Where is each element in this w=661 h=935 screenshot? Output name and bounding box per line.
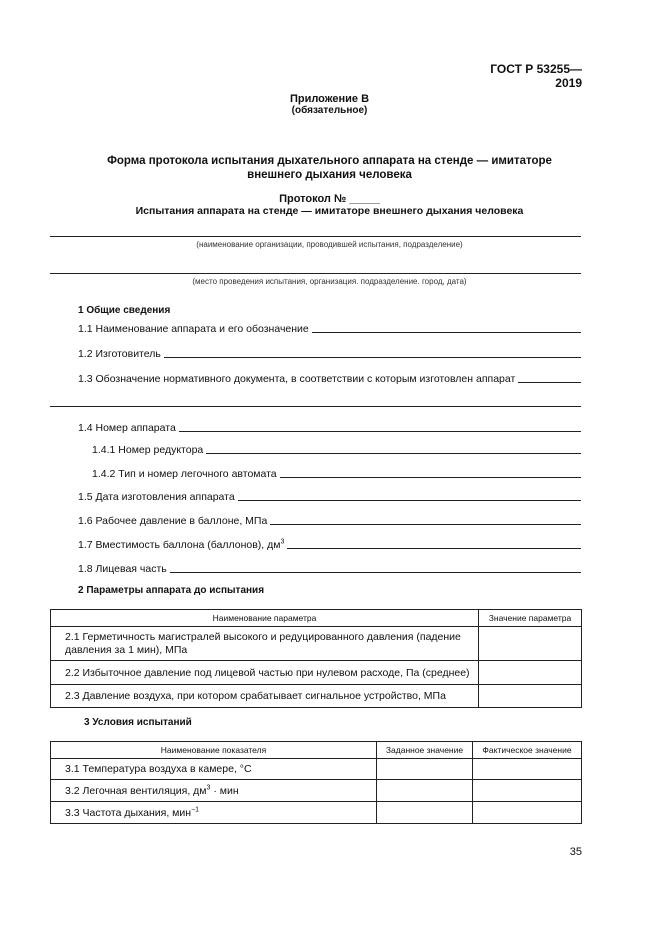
table-row (51, 627, 582, 661)
table-header-row (51, 610, 582, 627)
cond-3-2-text: 3.2 Легочная вентиляция, дм (65, 784, 207, 797)
param-2-3-name: 2.3 Давление воздуха, при котором срабатывает сигнальное устройство, МПа (51, 685, 479, 708)
field-1-5-label: 1.5 Дата изготовления аппарата (78, 491, 235, 503)
field-1-7-sup: 3 (280, 538, 285, 546)
field-1-1-label: 1.1 Наименование аппарата и его обозначение (78, 323, 309, 335)
field-1-4[interactable] (78, 421, 581, 434)
cond-3-2-set[interactable] (377, 780, 473, 802)
place-line[interactable] (50, 273, 581, 274)
field-1-3-line[interactable] (518, 372, 581, 383)
section-3-title: 3 Условия испытаний (84, 717, 192, 728)
table-row (51, 802, 582, 824)
table-row (51, 661, 582, 685)
cond-3-3-set[interactable] (377, 802, 473, 824)
field-1-3-continuation-line[interactable] (50, 406, 581, 407)
table-row (51, 780, 582, 802)
param-2-3-value[interactable] (479, 685, 582, 708)
protocol-subtitle: Испытания аппарата на стенде — имитаторе внешнего дыхания человека (135, 205, 524, 217)
field-1-4-label: 1.4 Номер аппарата (78, 422, 176, 434)
cond-actual-header: Фактическое значение (473, 742, 582, 759)
param-2-2-name: 2.2 Избыточное давление под лицевой частью при нулевом расходе, Па (среднее) (51, 661, 479, 685)
table-row (51, 685, 582, 708)
field-1-4-1-label: 1.4.1 Номер редуктора (92, 444, 204, 456)
page-number: 35 (569, 846, 582, 858)
cond-3-2-sup: 3 (206, 784, 211, 791)
table-row (51, 759, 582, 780)
field-1-4-line[interactable] (179, 421, 581, 432)
section-1-title: 1 Общие сведения (78, 305, 171, 316)
field-1-8-label: 1.8 Лицевая часть (78, 563, 167, 575)
field-1-7-line[interactable] (287, 538, 581, 549)
field-1-4-1[interactable] (92, 443, 581, 456)
cond-3-1-name: 3.1 Температура воздуха в камере, °С (51, 759, 377, 780)
field-1-4-2-label: 1.4.2 Тип и номер легочного автомата (92, 468, 277, 480)
param-name-header: Наименование параметра (51, 610, 479, 627)
protocol-title: Протокол № _____ (279, 193, 380, 205)
field-1-7-text: 1.7 Вместимость баллона (баллонов), дм (78, 539, 281, 551)
cond-3-3-actual[interactable] (473, 802, 582, 824)
field-1-1[interactable] (78, 322, 581, 335)
cond-3-3-name (51, 802, 377, 824)
cond-3-1-actual[interactable] (473, 759, 582, 780)
field-1-5-line[interactable] (238, 490, 581, 501)
field-1-2-label: 1.2 Изготовитель (78, 348, 161, 360)
field-1-4-2[interactable] (92, 467, 581, 480)
param-2-1-name: 2.1 Герметичность магистралей высокого и редуцированного давления (падение давления за 1 мин), МПа (51, 627, 479, 661)
cond-3-2-tail: · мин (210, 784, 239, 797)
param-2-1-value[interactable] (479, 627, 582, 661)
appendix-title: Приложение В (289, 93, 370, 105)
field-1-6-line[interactable] (270, 514, 581, 525)
field-1-2[interactable] (78, 347, 581, 360)
cond-3-3-sup: −1 (191, 806, 200, 813)
field-1-6[interactable] (78, 514, 581, 527)
field-1-6-label: 1.6 Рабочее давление в баллоне, МПа (78, 515, 268, 527)
param-value-header: Значение параметра (479, 610, 582, 627)
section-2-title: 2 Параметры аппарата до испытания (78, 585, 265, 596)
field-1-3[interactable] (78, 372, 581, 385)
cond-3-1-set[interactable] (377, 759, 473, 780)
place-caption: (место проведения испытания, организация. подразделение. город, дата) (192, 277, 467, 286)
org-caption: (наименование организации, проводившей испытания, подразделение) (196, 240, 463, 249)
cond-3-2-name (51, 780, 377, 802)
field-1-7-label (78, 539, 287, 551)
conditions-table (50, 741, 582, 824)
org-line[interactable] (50, 236, 581, 237)
form-title: Форма протокола испытания дыхательного аппарата на стенде — имитаторе внешнего дыхания человека (107, 155, 552, 181)
table-header-row (51, 742, 582, 759)
field-1-3-label: 1.3 Обозначение нормативного документа, в соответствии с которым изготовлен аппарат (78, 373, 516, 385)
field-1-1-line[interactable] (312, 322, 581, 333)
field-1-5[interactable] (78, 490, 581, 503)
parameters-table (50, 609, 582, 708)
field-1-8[interactable] (78, 562, 581, 575)
cond-name-header: Наименование показателя (51, 742, 377, 759)
field-1-4-2-line[interactable] (280, 467, 581, 478)
appendix-subtitle: (обязательное) (291, 105, 368, 116)
cond-set-header: Заданное значение (377, 742, 473, 759)
cond-3-3-text: 3.3 Частота дыхания, мин (65, 806, 192, 819)
cond-3-2-actual[interactable] (473, 780, 582, 802)
standard-number: ГОСТ Р 53255—2019 (490, 62, 582, 90)
field-1-4-1-line[interactable] (206, 443, 581, 454)
field-1-7[interactable] (78, 538, 581, 551)
field-1-8-line[interactable] (170, 562, 581, 573)
field-1-2-line[interactable] (164, 347, 581, 358)
param-2-2-value[interactable] (479, 661, 582, 685)
